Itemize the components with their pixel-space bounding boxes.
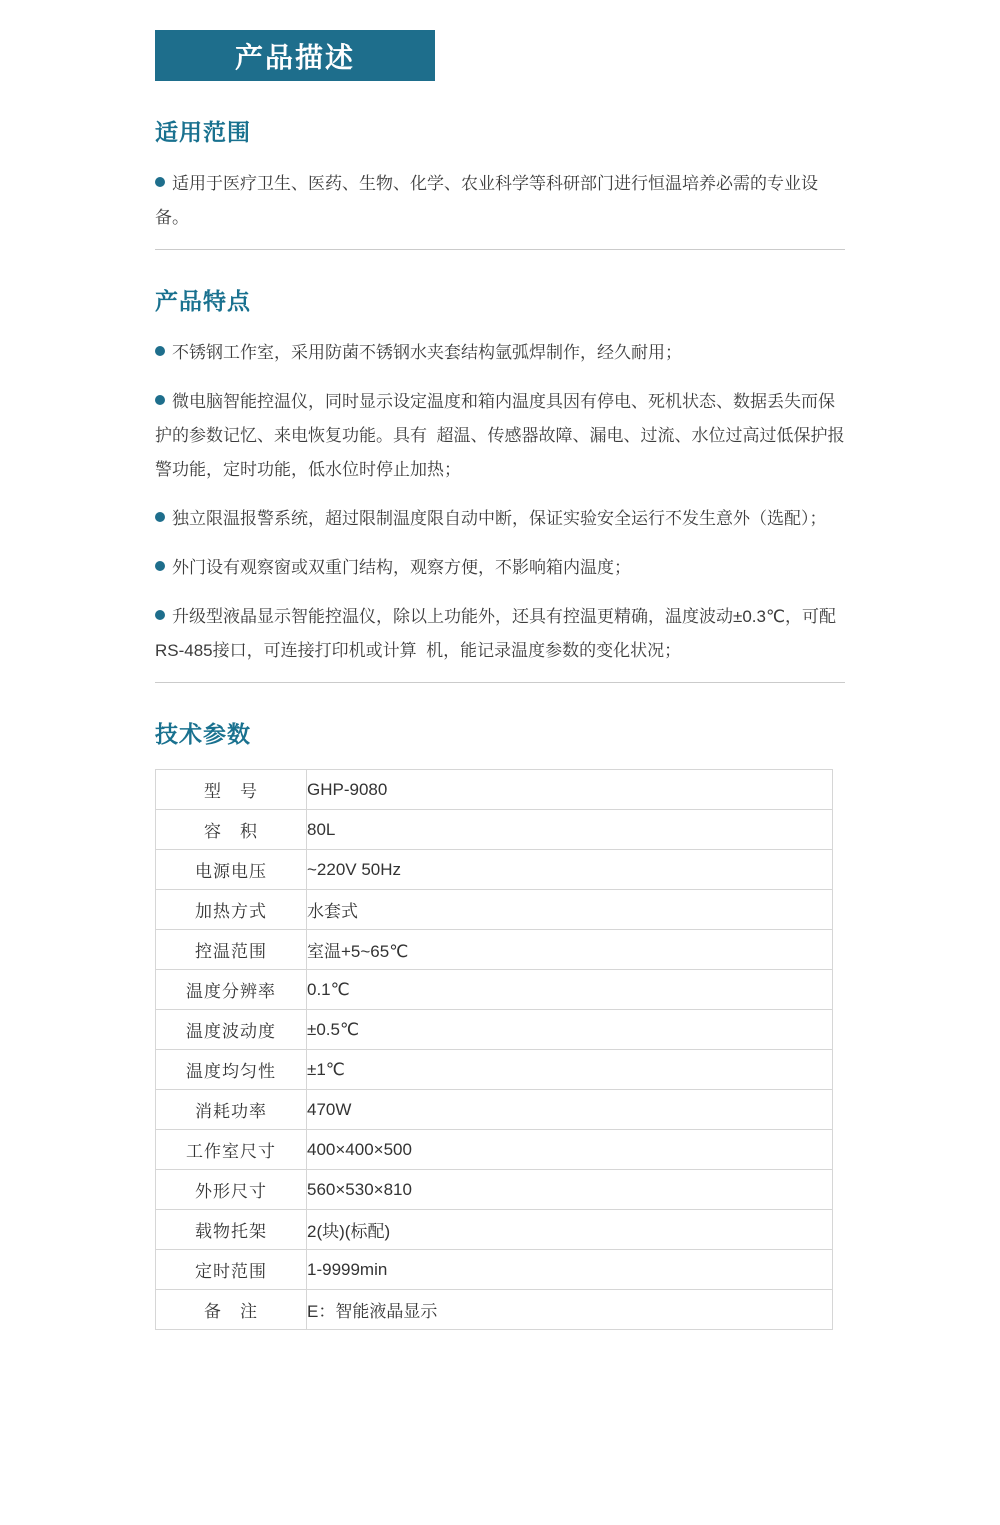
table-row — [156, 810, 833, 850]
section-scope — [155, 118, 845, 235]
spec-value-cell: ~220V 50Hz — [307, 850, 833, 890]
spec-value-cell: GHP-9080 — [307, 770, 833, 810]
table-row — [156, 890, 833, 930]
spec-label-cell: 工作室尺寸 — [156, 1130, 307, 1170]
spec-value-cell: 水套式 — [307, 890, 833, 930]
spec-label-cell: 控温范围 — [156, 930, 307, 970]
spec-label-cell: 电源电压 — [156, 850, 307, 890]
spec-value-cell: 560×530×810 — [307, 1170, 833, 1210]
list-item — [155, 502, 845, 536]
bullet-dot-icon — [155, 610, 165, 620]
section-divider — [155, 249, 845, 250]
list-item — [155, 167, 845, 235]
table-row — [156, 770, 833, 810]
table-row — [156, 1210, 833, 1250]
spec-value-cell: 400×400×500 — [307, 1130, 833, 1170]
table-row — [156, 1130, 833, 1170]
spec-label-cell: 备 注 — [156, 1290, 307, 1330]
bullet-dot-icon — [155, 561, 165, 571]
spec-value-cell: 0.1℃ — [307, 970, 833, 1010]
table-row — [156, 850, 833, 890]
table-row — [156, 930, 833, 970]
specs-table — [155, 769, 833, 1330]
table-row — [156, 1170, 833, 1210]
spec-label-cell: 温度波动度 — [156, 1010, 307, 1050]
list-item-text: 适用于医疗卫生、医药、生物、化学、农业科学等科研部门进行恒温培养必需的专业设备。 — [155, 174, 818, 227]
bullet-dot-icon — [155, 395, 165, 405]
spec-label-cell: 温度均匀性 — [156, 1050, 307, 1090]
page-title-banner — [155, 30, 435, 81]
product-description-page — [155, 0, 845, 1330]
spec-value-cell: E：智能液晶显示 — [307, 1290, 833, 1330]
spec-label-cell: 加热方式 — [156, 890, 307, 930]
table-row — [156, 1090, 833, 1130]
spec-value-cell: 室温+5~65℃ — [307, 930, 833, 970]
spec-label-cell: 消耗功率 — [156, 1090, 307, 1130]
spec-value-cell: 80L — [307, 810, 833, 850]
section-divider — [155, 682, 845, 683]
section-heading-scope: 适用范围 — [155, 119, 251, 145]
spec-label-cell: 温度分辨率 — [156, 970, 307, 1010]
spec-label-cell: 型 号 — [156, 770, 307, 810]
spec-value-cell: ±1℃ — [307, 1050, 833, 1090]
spec-label-cell: 外形尺寸 — [156, 1170, 307, 1210]
table-row — [156, 1290, 833, 1330]
list-item — [155, 385, 845, 487]
list-item-text: 外门设有观察窗或双重门结构，观察方便，不影响箱内温度； — [172, 558, 631, 577]
list-item — [155, 551, 845, 585]
page-title: 产品描述 — [234, 41, 355, 73]
spec-value-cell: ±0.5℃ — [307, 1010, 833, 1050]
section-features — [155, 287, 845, 668]
spec-value-cell: 470W — [307, 1090, 833, 1130]
spec-label-cell: 载物托架 — [156, 1210, 307, 1250]
section-heading-features: 产品特点 — [155, 288, 251, 314]
list-item-text: 不锈钢工作室，采用防菌不锈钢水夹套结构氩弧焊制作，经久耐用； — [172, 343, 682, 362]
list-item — [155, 600, 845, 668]
spec-label-cell: 定时范围 — [156, 1250, 307, 1290]
bullet-dot-icon — [155, 512, 165, 522]
list-item — [155, 336, 845, 370]
bullet-dot-icon — [155, 177, 165, 187]
spec-value-cell: 2(块)(标配) — [307, 1210, 833, 1250]
section-heading-specs: 技术参数 — [155, 721, 251, 747]
list-item-text: 独立限温报警系统，超过限制温度限自动中断，保证实验安全运行不发生意外（选配）； — [172, 509, 827, 528]
list-item-text: 升级型液晶显示智能控温仪，除以上功能外，还具有控温更精确，温度波动±0.3℃，可配RS-485接口，可连接打印机或计算 机，能记录温度参数的变化状况； — [155, 607, 837, 660]
table-row — [156, 970, 833, 1010]
spec-label-cell: 容 积 — [156, 810, 307, 850]
section-specs — [155, 720, 845, 1330]
table-row — [156, 1010, 833, 1050]
table-row — [156, 1250, 833, 1290]
spec-value-cell: 1-9999min — [307, 1250, 833, 1290]
bullet-dot-icon — [155, 346, 165, 356]
table-row — [156, 1050, 833, 1090]
list-item-text: 微电脑智能控温仪，同时显示设定温度和箱内温度具因有停电、死机状态、数据丢失而保护的参数记忆、来电恢复功能。具有 超温、传感器故障、漏电、过流、水位过高过低保护报警功能，定时功能，低水位时停止加热； — [155, 392, 845, 479]
